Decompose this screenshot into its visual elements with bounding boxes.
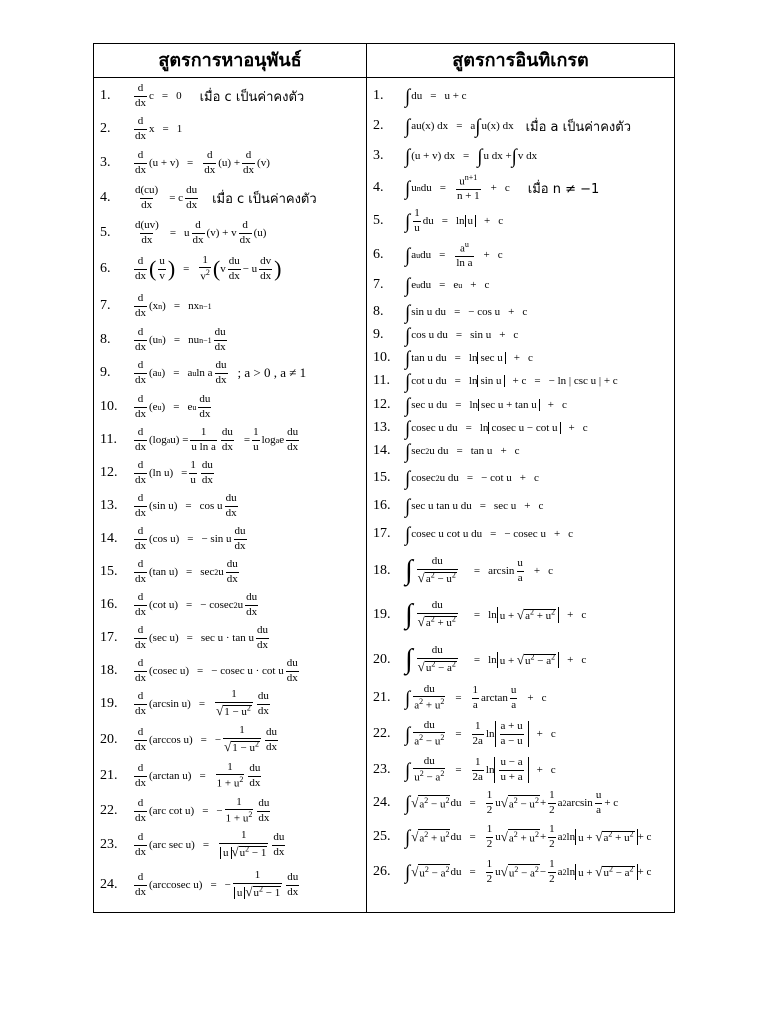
integral-formula: 24. ∫ √ $a^2 - u^2$ du = 1 2 u √ $a^2 - u^2$ + 1 2 a 2 arcsin u a + c [373,788,619,816]
derivative-formula: 16. d dx (cot u) = − cosec 2 u du dx [100,590,258,618]
integral-formula: 22. ∫ du $a^2 - u^2$ = 1 2a ln $\frac{a + u}{a - u}$ + c [373,718,556,748]
integral-formula: 26. ∫ √ $u^2 - a^2$ du = 1 2 u √ $u^2 - a^2$ − 1 2 a 2 ln $u + √u^2 - a^2$ + c [373,857,652,885]
integral-formula: 20. ∫ du $√u^2 - a^2$ = ln $u + √u^2 - a^2$ + c [373,644,587,675]
derivative-formula: 19. d dx (arcsin u) = 1 $√1 - u^2$ du dx [100,688,269,718]
integral-formula: 17. ∫ cosec u cot u du = − cosec u + c [373,522,574,546]
derivative-formula: 12. d dx (ln u) = 1 u du dx [100,458,213,486]
formula-table [93,43,675,913]
integral-formula: 5. ∫ 1 u du = ln u + c [373,206,504,234]
integral-formula: 13. ∫ cosec u du = ln cosec u − cot u + c [373,416,588,440]
integral-formula: 7. ∫ e u du = e u + c [373,273,490,297]
derivative-formula: 15. d dx (tan u) = sec 2 u du dx [100,557,238,585]
integral-formula: 8. ∫ sin u du = − cos u + c [373,300,528,324]
integral-formula: 6. ∫ a u du = $a^u$ ln a + c [373,239,503,269]
integral-formula: 12. ∫ sec u du = ln sec u + tan u + c [373,393,567,417]
derivative-formula: 6. d dx ( u v ) = 1 $v^2$ ( v du dx − u dv dx ) [100,253,282,283]
integral-header: สูตรการอินทิเกรต [452,50,589,71]
integral-formula: 4. ∫ u n du = $u^{n+1}$ n + 1 + c เมื่อ n ≠ −1 [373,172,600,202]
integral-formula: 10. ∫ tan u du = ln sec u + c [373,346,533,370]
derivative-formula: 1. d dx c = 0 เมื่อ c เป็นค่าคงตัว [100,81,305,109]
condition-text: เมื่อ c เป็นค่าคงตัว [199,89,305,105]
condition-text: เมื่อ n ≠ −1 [527,181,600,197]
integral-formula: 1. ∫ du = u + c [373,84,467,108]
derivative-formula: 3. d dx (u + v) = d dx (u) + d dx (v) [100,148,270,176]
integral-formula: 3. ∫ (u + v) dx = ∫ u dx + ∫ v dx [373,144,538,168]
condition-text: เมื่อ c เป็นค่าคงตัว [212,191,317,207]
header-divider [94,77,674,78]
derivative-formula: 4. d(cu) dx = c du dx เมื่อ c เป็นค่าคงตัว [100,183,317,211]
derivative-formula: 8. d dx (u n ) = nu n−1 du dx [100,325,226,353]
derivative-formula: 22. d dx (arc cot u) = − 1 $1 + u^2$ du dx [100,795,270,825]
derivative-formula: 20. d dx (arccos u) = − 1 $√1 - u^2$ du dx [100,724,277,754]
integral-formula: 19. ∫ du $√a^2 + u^2$ = ln $u + √a^2 + u^2$ + c [373,599,587,630]
integral-formula: 11. ∫ cot u du = ln sin u + c = − ln | csc u | + c [373,369,618,393]
derivative-formula: 9. d dx (a u ) = a u ln a du dx ; a > 0 , a ≠ 1 [100,358,307,386]
derivative-formula: 17. d dx (sec u) = sec u · tan u du dx [100,623,268,651]
derivative-formula: 7. d dx (x n ) = nx n−1 [100,291,212,319]
integral-formula: 23. ∫ du $u^2 - a^2$ = 1 2a ln $\frac{u - a}{u + a}$ + c [373,754,556,784]
derivative-formula: 11. d dx (log a u) = 1 u ln a du dx = 1 u log a e du dx [100,425,299,453]
condition-text: ; a > 0 , a ≠ 1 [237,365,307,380]
integral-formula: 9. ∫ cos u du = sin u + c [373,323,519,347]
derivative-formula: 18. d dx (cosec u) = − cosec u · cot u du dx [100,656,298,684]
integral-formula: 18. ∫ du $√a^2 - u^2$ = arcsin u a + c [373,555,554,586]
derivative-formula: 23. d dx (arc sec u) = 1 u $√u^2 - 1$ du dx [100,829,285,859]
integral-formula: 15. ∫ cosec 2 u du = − cot u + c [373,466,539,490]
derivative-formula: 2. d dx x = 1 [100,114,183,142]
integral-formula: 21. ∫ du $a^2 + u^2$ = 1 a arctan u a + c [373,682,547,712]
derivative-formula: 10. d dx (e u ) = e u du dx [100,392,211,420]
integral-formula: 16. ∫ sec u tan u du = sec u + c [373,494,544,518]
integral-formula: 2. ∫ au(x) dx = a ∫ u(x) dx เมื่อ a เป็นค่าคงตัว [373,114,632,138]
derivative-header: สูตรการหาอนุพันธ์ [158,50,302,71]
derivative-formula: 14. d dx (cos u) = − sin u du dx [100,524,246,552]
derivative-formula: 13. d dx (sin u) = cos u du dx [100,491,237,519]
condition-text: เมื่อ a เป็นค่าคงตัว [525,119,632,135]
derivative-formula: 24. d dx (arccosec u) = − 1 u $√u^2 - 1$ du dx [100,869,299,899]
integral-formula: 14. ∫ sec 2 u du = tan u + c [373,439,520,463]
integral-formula: 25. ∫ √ $a^2 + u^2$ du = 1 2 u √ $a^2 + u^2$ + 1 2 a 2 ln $u + √a^2 + u^2$ + c [373,822,652,850]
derivative-formula: 5. d(uv) dx = u d dx (v) + v d dx (u) [100,218,267,246]
derivative-formula: 21. d dx (arctan u) = 1 $1 + u^2$ du dx [100,760,261,790]
